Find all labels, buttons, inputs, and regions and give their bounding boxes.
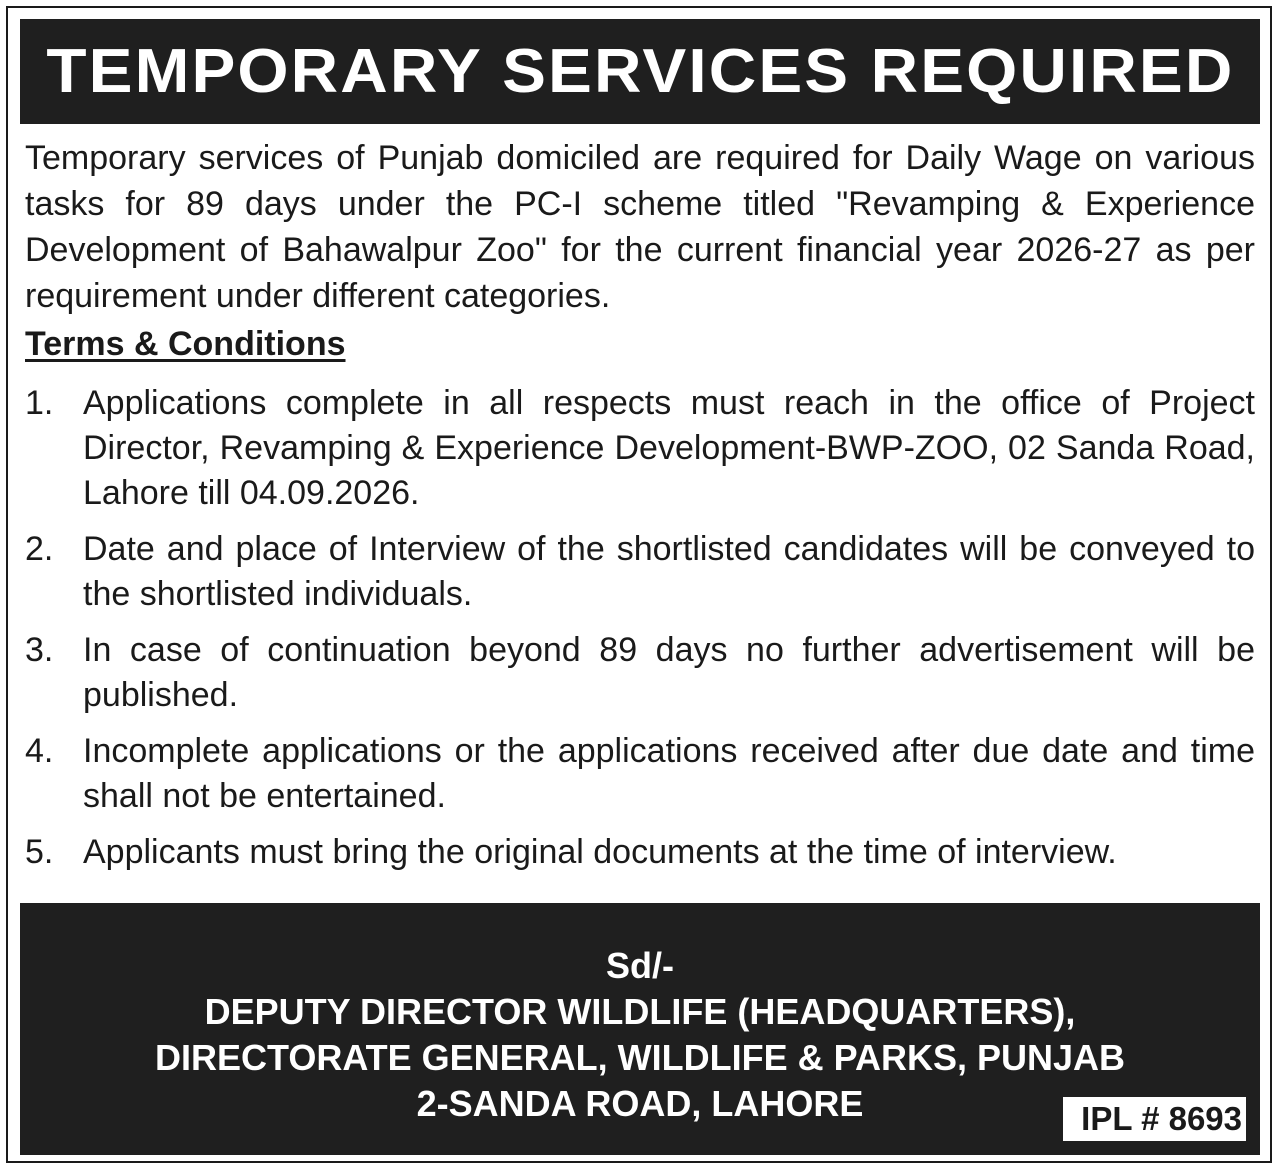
term-text: Date and place of Interview of the shortlisted candidates will be conveyed to the shortlisted individuals. <box>83 530 1255 613</box>
terms-list <box>25 381 1255 886</box>
term-number: 4. <box>25 732 54 770</box>
term-text: In case of continuation beyond 89 days no further advertisement will be published. <box>83 631 1255 714</box>
footer-banner <box>20 903 1260 1155</box>
intro-paragraph: Temporary services of Punjab domiciled are required for Daily Wage on various tasks for 89 days under the PC-I scheme titled "Revamping & Experience Development of Bahawalpur Zoo" for the current financial year 2026-27 as per requirement under different categories. <box>25 139 1255 315</box>
term-text: Applications complete in all respects must reach in the office of Project Director, Revamping & Experience Development-BWP-ZOO, 02 Sanda Road, Lahore till 04.09.2026. <box>83 384 1255 512</box>
term-item-4 <box>25 729 1255 819</box>
signature-line: Sd/- <box>606 945 674 986</box>
term-number: 1. <box>25 384 54 422</box>
signatory-office: DIRECTORATE GENERAL, WILDLIFE & PARKS, PUNJAB <box>154 1037 1126 1078</box>
terms-heading: Terms & Conditions <box>25 325 346 363</box>
term-number: 5. <box>25 833 54 871</box>
term-text: Incomplete applications or the applications received after due date and time shall not be entertained. <box>83 732 1255 815</box>
term-text: Applicants must bring the original documents at the time of interview. <box>83 833 1117 871</box>
page-title: TEMPORARY SERVICES REQUIRED <box>45 37 1235 106</box>
signatory-address: 2-SANDA ROAD, LAHORE <box>416 1083 864 1124</box>
term-item-2 <box>25 527 1255 617</box>
header-banner <box>20 19 1260 124</box>
term-item-5 <box>25 830 1255 875</box>
term-item-1 <box>25 381 1255 516</box>
term-number: 2. <box>25 530 54 568</box>
term-number: 3. <box>25 631 54 669</box>
signatory-designation: DEPUTY DIRECTOR WILDLIFE (HEADQUARTERS), <box>204 991 1076 1032</box>
term-item-3 <box>25 628 1255 718</box>
ipl-reference: IPL # 8693 <box>1063 1097 1246 1141</box>
